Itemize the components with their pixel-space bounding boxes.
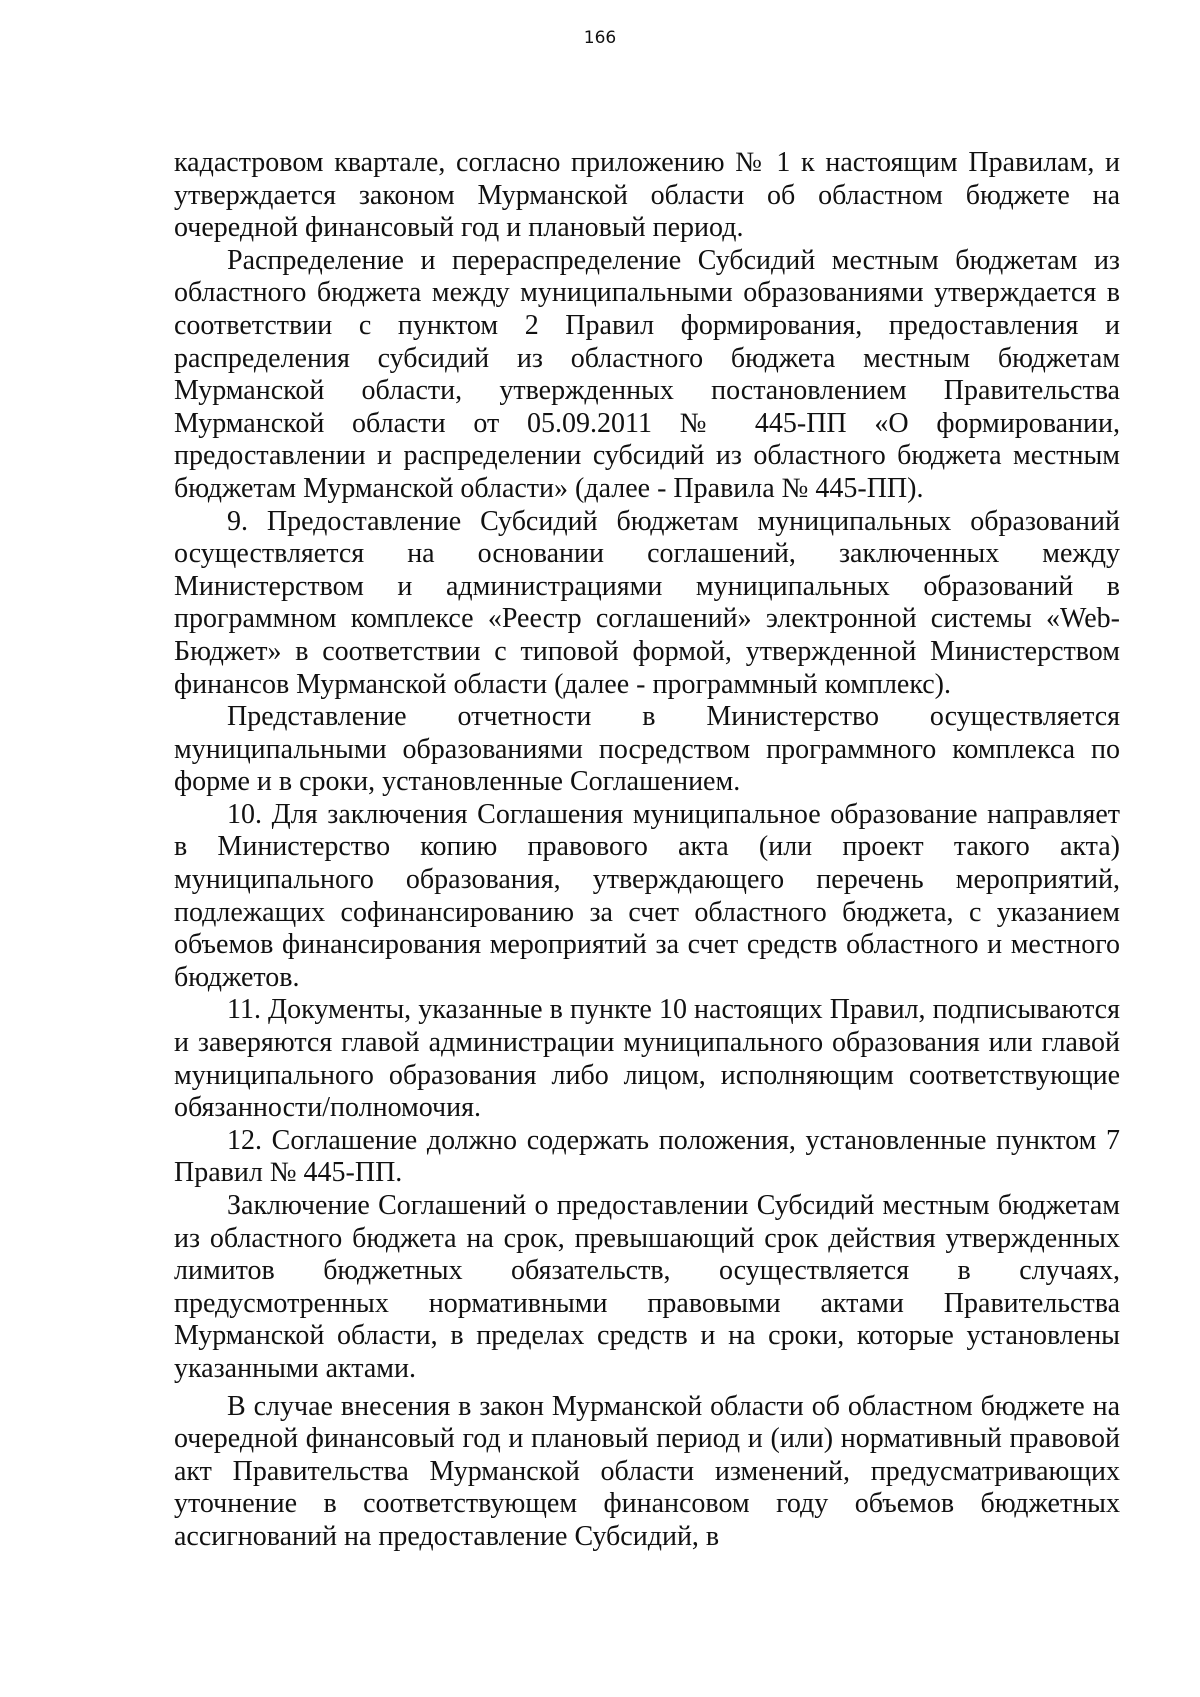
paragraph-reporting: Представление отчетности в Министерство осуществляется муниципальными образованиями посредством программного комплекса по форме и в сроки, установленные Соглашением.	[174, 701, 1120, 798]
paragraph-subsidy-distribution: Распределение и перераспределение Субсидий местным бюджетам из областного бюджета между муниципальными образованиями утверждается в соответствии с пунктом 2 Правил формирования, предоставления и распределения субсидий из областного бюджета местным бюджетам Мурманской области, утвержденных постановлением Правительства Мурманской области от 05.09.2011 № 445-ПП «О формировании, предоставлении и распределении субсидий из областного бюджета местным бюджетам Мурманской области» (далее - Правила № 445-ПП).	[174, 244, 1120, 504]
paragraph-item-11: 11. Документы, указанные в пункте 10 настоящих Правил, подписываются и заверяются главой администрации муниципального образования или главой муниципального образования либо лицом, исполняющим соответствующие обязанности/полномочия.	[174, 994, 1120, 1124]
paragraph-item-12: 12. Соглашение должно содержать положения, установленные пунктом 7 Правил № 445-ПП.	[174, 1124, 1120, 1189]
paragraph-law-changes: В случае внесения в закон Мурманской области об областном бюджете на очередной финансовый год и плановый период и (или) нормативный правовой акт Правительства Мурманской области изменений, предусматривающих уточнение в соответствующем финансовом году объемов бюджетных ассигнований на предоставление Субсидий, в	[174, 1390, 1120, 1552]
paragraph-continuation: кадастровом квартале, согласно приложению № 1 к настоящим Правилам, и утверждается законом Мурманской области об областном бюджете на очередной финансовый год и плановый период.	[174, 147, 1120, 244]
paragraph-item-10: 10. Для заключения Соглашения муниципальное образование направляет в Министерство копию правового акта (или проект такого акта) муниципального образования, утверждающего перечень мероприятий, подлежащих софинансированию за счет областного бюджета, с указанием объемов финансирования мероприятий за счет средств областного и местного бюджетов.	[174, 798, 1120, 993]
paragraph-agreement-term: Заключение Соглашений о предоставлении Субсидий местным бюджетам из областного бюджета на срок, превышающий срок действия утвержденных лимитов бюджетных обязательств, осуществляется в случаях, предусмотренных нормативными правовыми актами Правительства Мурманской области, в пределах средств и на сроки, которые установлены указанными актами.	[174, 1190, 1120, 1384]
paragraph-item-9: 9. Предоставление Субсидий бюджетам муниципальных образований осуществляется на основании соглашений, заключенных между Министерством и администрациями муниципальных образований в программном комплексе «Реестр соглашений» электронной системы «Web-Бюджет» в соответствии с типовой формой, утвержденной Министерством финансов Мурманской области (далее - программный комплекс).	[174, 505, 1120, 700]
page-number: 166	[583, 28, 617, 48]
document-body	[174, 147, 1120, 1554]
